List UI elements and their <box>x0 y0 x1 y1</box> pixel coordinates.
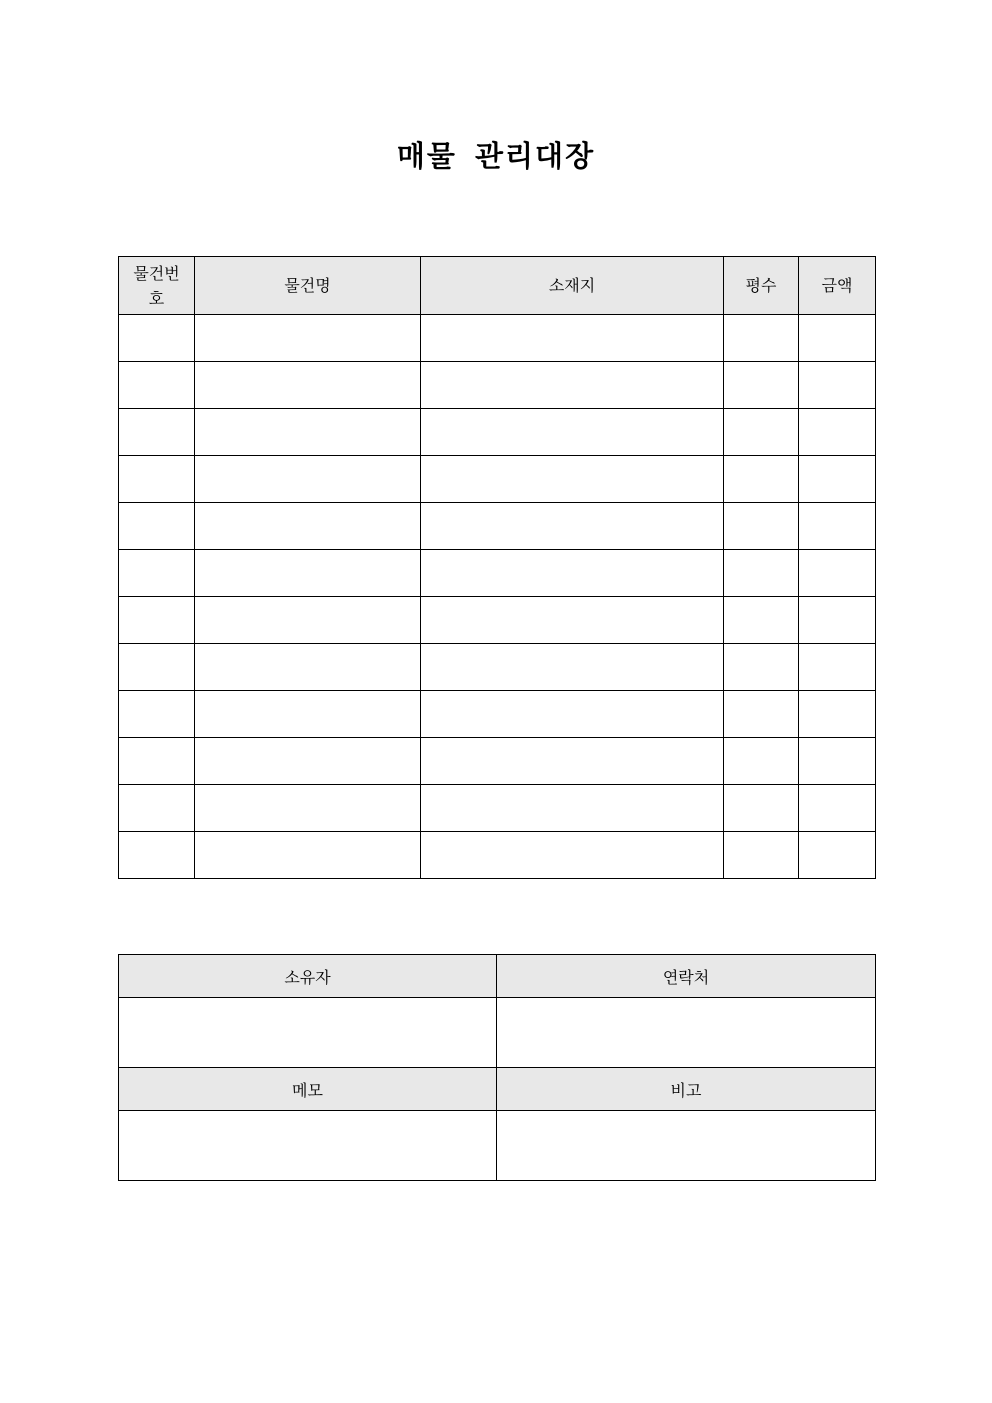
property-name-cell[interactable] <box>195 738 421 785</box>
amount-cell[interactable] <box>799 785 876 832</box>
contact-label: 연락처 <box>497 955 876 998</box>
location-cell[interactable] <box>421 644 724 691</box>
area-cell[interactable] <box>724 785 799 832</box>
property-number-cell[interactable] <box>119 785 195 832</box>
amount-cell[interactable] <box>799 832 876 879</box>
property-name-cell[interactable] <box>195 597 421 644</box>
memo-remarks-header-row <box>119 1068 876 1111</box>
contact-field[interactable] <box>497 998 876 1068</box>
property-number-cell[interactable] <box>119 409 195 456</box>
location-cell[interactable] <box>421 456 724 503</box>
column-header-area: 평수 <box>724 257 799 315</box>
area-cell[interactable] <box>724 503 799 550</box>
table-row <box>119 550 876 597</box>
area-cell[interactable] <box>724 691 799 738</box>
location-cell[interactable] <box>421 832 724 879</box>
property-name-cell[interactable] <box>195 691 421 738</box>
property-number-cell[interactable] <box>119 456 195 503</box>
area-cell[interactable] <box>724 362 799 409</box>
column-header-location: 소재지 <box>421 257 724 315</box>
table-row <box>119 738 876 785</box>
location-cell[interactable] <box>421 362 724 409</box>
table-row <box>119 456 876 503</box>
amount-cell[interactable] <box>799 503 876 550</box>
location-cell[interactable] <box>421 315 724 362</box>
property-name-cell[interactable] <box>195 550 421 597</box>
property-name-cell[interactable] <box>195 644 421 691</box>
location-cell[interactable] <box>421 785 724 832</box>
owner-contact-header-row <box>119 955 876 998</box>
remarks-field[interactable] <box>497 1111 876 1181</box>
table-row <box>119 644 876 691</box>
amount-cell[interactable] <box>799 456 876 503</box>
owner-info-table <box>118 954 876 1181</box>
owner-field[interactable] <box>119 998 497 1068</box>
area-cell[interactable] <box>724 597 799 644</box>
property-name-cell[interactable] <box>195 503 421 550</box>
memo-label: 메모 <box>119 1068 497 1111</box>
amount-cell[interactable] <box>799 409 876 456</box>
area-cell[interactable] <box>724 409 799 456</box>
property-name-cell[interactable] <box>195 456 421 503</box>
amount-cell[interactable] <box>799 315 876 362</box>
column-header-amount: 금액 <box>799 257 876 315</box>
table-row <box>119 409 876 456</box>
property-name-cell[interactable] <box>195 315 421 362</box>
table-row <box>119 785 876 832</box>
table-row <box>119 362 876 409</box>
property-number-cell[interactable] <box>119 503 195 550</box>
property-table <box>118 256 876 879</box>
table-row <box>119 503 876 550</box>
area-cell[interactable] <box>724 644 799 691</box>
table-row <box>119 691 876 738</box>
table-row <box>119 597 876 644</box>
property-number-cell[interactable] <box>119 832 195 879</box>
table-row <box>119 832 876 879</box>
memo-remarks-value-row <box>119 1111 876 1181</box>
location-cell[interactable] <box>421 691 724 738</box>
location-cell[interactable] <box>421 503 724 550</box>
property-name-cell[interactable] <box>195 832 421 879</box>
column-header-property-number: 물건번호 <box>119 257 195 315</box>
property-number-cell[interactable] <box>119 362 195 409</box>
amount-cell[interactable] <box>799 362 876 409</box>
memo-field[interactable] <box>119 1111 497 1181</box>
area-cell[interactable] <box>724 315 799 362</box>
area-cell[interactable] <box>724 550 799 597</box>
table-row <box>119 315 876 362</box>
property-name-cell[interactable] <box>195 362 421 409</box>
property-name-cell[interactable] <box>195 409 421 456</box>
property-name-cell[interactable] <box>195 785 421 832</box>
page-title: 매물 관리대장 <box>396 139 596 173</box>
property-number-cell[interactable] <box>119 644 195 691</box>
location-cell[interactable] <box>421 738 724 785</box>
location-cell[interactable] <box>421 597 724 644</box>
property-number-cell[interactable] <box>119 597 195 644</box>
area-cell[interactable] <box>724 832 799 879</box>
owner-contact-value-row <box>119 998 876 1068</box>
property-number-cell[interactable] <box>119 738 195 785</box>
area-cell[interactable] <box>724 456 799 503</box>
location-cell[interactable] <box>421 550 724 597</box>
property-table-body <box>119 315 876 879</box>
column-header-property-name: 물건명 <box>195 257 421 315</box>
location-cell[interactable] <box>421 409 724 456</box>
property-number-cell[interactable] <box>119 691 195 738</box>
area-cell[interactable] <box>724 738 799 785</box>
property-table-header-row <box>119 257 876 315</box>
amount-cell[interactable] <box>799 644 876 691</box>
owner-label: 소유자 <box>119 955 497 998</box>
amount-cell[interactable] <box>799 691 876 738</box>
property-number-cell[interactable] <box>119 315 195 362</box>
amount-cell[interactable] <box>799 597 876 644</box>
remarks-label: 비고 <box>497 1068 876 1111</box>
property-number-cell[interactable] <box>119 550 195 597</box>
amount-cell[interactable] <box>799 738 876 785</box>
amount-cell[interactable] <box>799 550 876 597</box>
